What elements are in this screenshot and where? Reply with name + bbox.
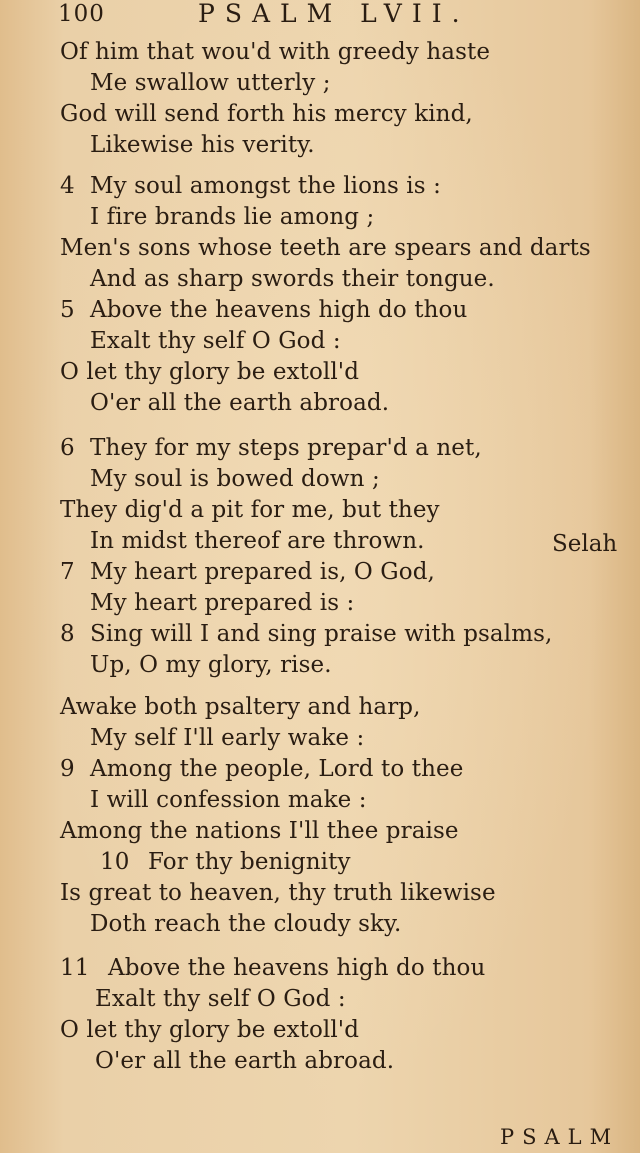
verse-line: They dig'd a pit for me, but they xyxy=(60,497,440,523)
verse-number: 4 xyxy=(60,173,75,199)
verse-line: My self I'll early wake : xyxy=(90,725,365,751)
verse-number: 8 xyxy=(60,621,75,647)
verse-line: O'er all the earth abroad. xyxy=(95,1048,395,1074)
verse-line: Exalt thy self O God : xyxy=(90,328,341,354)
verse-line: 9 Among the people, Lord to thee xyxy=(60,756,464,782)
verse-number: 10 xyxy=(100,849,130,875)
verse-line: Up, O my glory, rise. xyxy=(90,652,332,678)
verse-line: O'er all the earth abroad. xyxy=(90,390,390,416)
verse-line: Doth reach the cloudy sky. xyxy=(90,911,402,937)
verse-line: O let thy glory be extoll'd xyxy=(60,1017,360,1043)
verse-line: Me swallow utterly ; xyxy=(90,70,331,96)
running-head: PSALM LVII. xyxy=(198,0,470,28)
verse-line: I will confession make : xyxy=(90,787,367,813)
page-header xyxy=(0,0,640,30)
verse-line: Awake both psaltery and harp, xyxy=(60,694,421,720)
selah-marker: Selah xyxy=(552,531,618,557)
verse-line: 6 They for my steps prepar'd a net, xyxy=(60,435,482,461)
verse-line: 4 My soul amongst the lions is : xyxy=(60,173,441,199)
verse-line: 7 My heart prepared is, O God, xyxy=(60,559,435,585)
verse-line: O let thy glory be extoll'd xyxy=(60,359,360,385)
verse-line: Men's sons whose teeth are spears and darts xyxy=(60,235,591,261)
verse-line: 5 Above the heavens high do thou xyxy=(60,297,468,323)
verse-line: Is great to heaven, thy truth likewise xyxy=(60,880,496,906)
verse-line: 11 Above the heavens high do thou xyxy=(60,955,486,981)
verse-line: My heart prepared is : xyxy=(90,590,355,616)
verse-number: 5 xyxy=(60,297,75,323)
verse-line: 8 Sing will I and sing praise with psalms, xyxy=(60,621,553,647)
verse-line: God will send forth his mercy kind, xyxy=(60,101,473,127)
verse-line: In midst thereof are thrown. xyxy=(90,528,425,554)
page-number: 100 xyxy=(58,1,105,27)
verse-line: And as sharp swords their tongue. xyxy=(90,266,495,292)
verse-number: 9 xyxy=(60,756,75,782)
verse-line: 10 For thy benignity xyxy=(100,849,351,875)
verse-line: I fire brands lie among ; xyxy=(90,204,375,230)
verse-number: 7 xyxy=(60,559,75,585)
catchword: PSALM xyxy=(500,1125,620,1149)
verse-line: Exalt thy self O God : xyxy=(95,986,346,1012)
verse-line: My soul is bowed down ; xyxy=(90,466,380,492)
verse-line: Of him that wou'd with greedy haste xyxy=(60,39,491,65)
verse-line: Likewise his verity. xyxy=(90,132,315,158)
verse-number: 6 xyxy=(60,435,75,461)
verse-line: Among the nations I'll thee praise xyxy=(60,818,459,844)
verse-number: 11 xyxy=(60,955,90,981)
